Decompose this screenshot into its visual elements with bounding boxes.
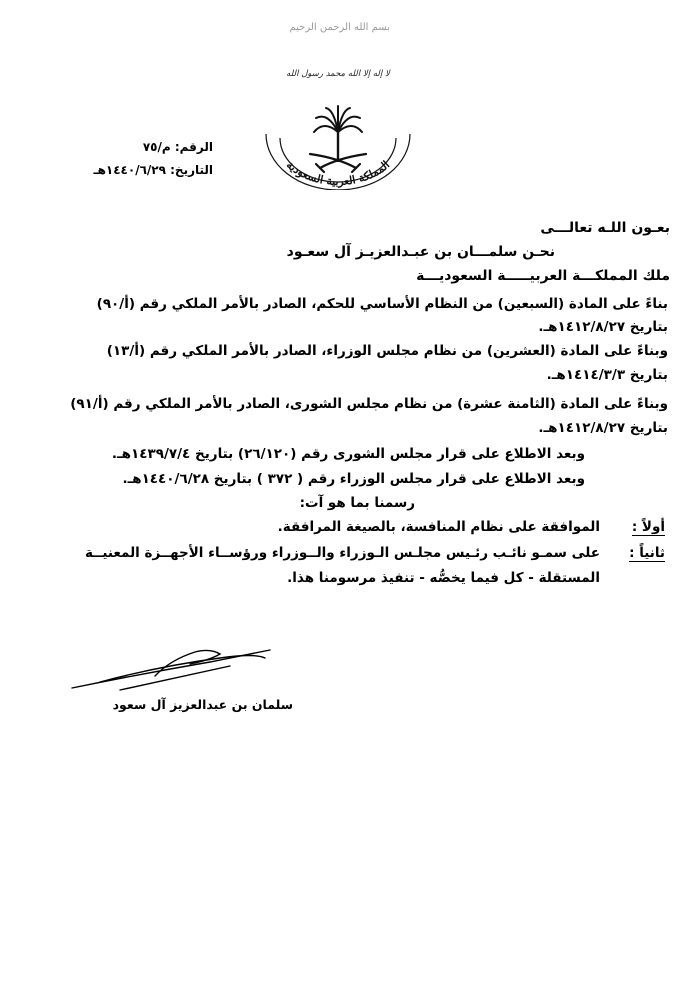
basmala: بسم الله الرحمن الرحيم (289, 22, 390, 33)
saudi-emblem-icon (258, 50, 418, 190)
article-text: الموافقة على نظام المنافسة، بالصيغة المرافقة. (277, 519, 600, 535)
article-text: المستقلة - كل فيما يخصُّه - تنفيذ مرسومنا هذا. (287, 570, 600, 586)
emblem-motto: لا إله إلا الله محمد رسول الله (286, 69, 390, 79)
preamble-line: وبعد الاطلاع على قرار مجلس الوزراء رقم ( ٣٧٢ ) بتاريخ ١٤٤٠/٦/٢٨هـ. (122, 471, 585, 487)
article-label: ثانياً : (629, 545, 665, 561)
header-invocation: بعـون اللـه تعالـــى (540, 220, 670, 236)
article-label: أولاً : (631, 519, 665, 535)
preamble-line: وبناءً على المادة (الثامنة عشرة) من نظام مجلس الشورى، الصادر بالأمر الملكي رقم (أ/٩١) (70, 396, 668, 412)
decree-date: التاريخ: ١٤٤٠/٦/٢٩هـ (93, 163, 213, 177)
signatory-name: سلمان بن عبدالعزيز آل سعود (112, 697, 293, 712)
handwritten-signature-icon (60, 638, 290, 698)
header-king-name: نحـن سلمـــان بن عبـدالعزيـز آل سعـود (286, 244, 555, 260)
preamble-line: بناءً على المادة (السبعين) من النظام الأساسي للحكم، الصادر بالأمر الملكي رقم (أ/٩٠) (96, 296, 668, 312)
emblem-arc-text: المملكة العربية السعودية (283, 158, 393, 189)
header-king-title: ملك المملكـــة العربيـــــة السعوديـــة (416, 268, 670, 284)
preamble-line: وبناءً على المادة (العشرين) من نظام مجلس الوزراء، الصادر بالأمر الملكي رقم (أ/١٣) (106, 343, 668, 359)
decree-number: الرقم: م/٧٥ (142, 140, 213, 154)
preamble-line: وبعد الاطلاع على قرار مجلس الشورى رقم (٢٦/١٢٠) بتاريخ ١٤٣٩/٧/٤هـ. (111, 446, 585, 462)
article-text: على سمـو نائـب رئـيس مجلـس الـوزراء والــوزراء ورؤســاء الأجهــزة المعنيــة (84, 545, 600, 561)
preamble-line: بتاريخ ١٤١٤/٣/٣هـ. (546, 367, 668, 383)
preamble-line: بتاريخ ١٤١٢/٨/٢٧هـ. (538, 319, 668, 335)
preamble-line: رسمنا بما هو آت: (299, 495, 415, 511)
preamble-line: بتاريخ ١٤١٢/٨/٢٧هـ. (538, 420, 668, 436)
